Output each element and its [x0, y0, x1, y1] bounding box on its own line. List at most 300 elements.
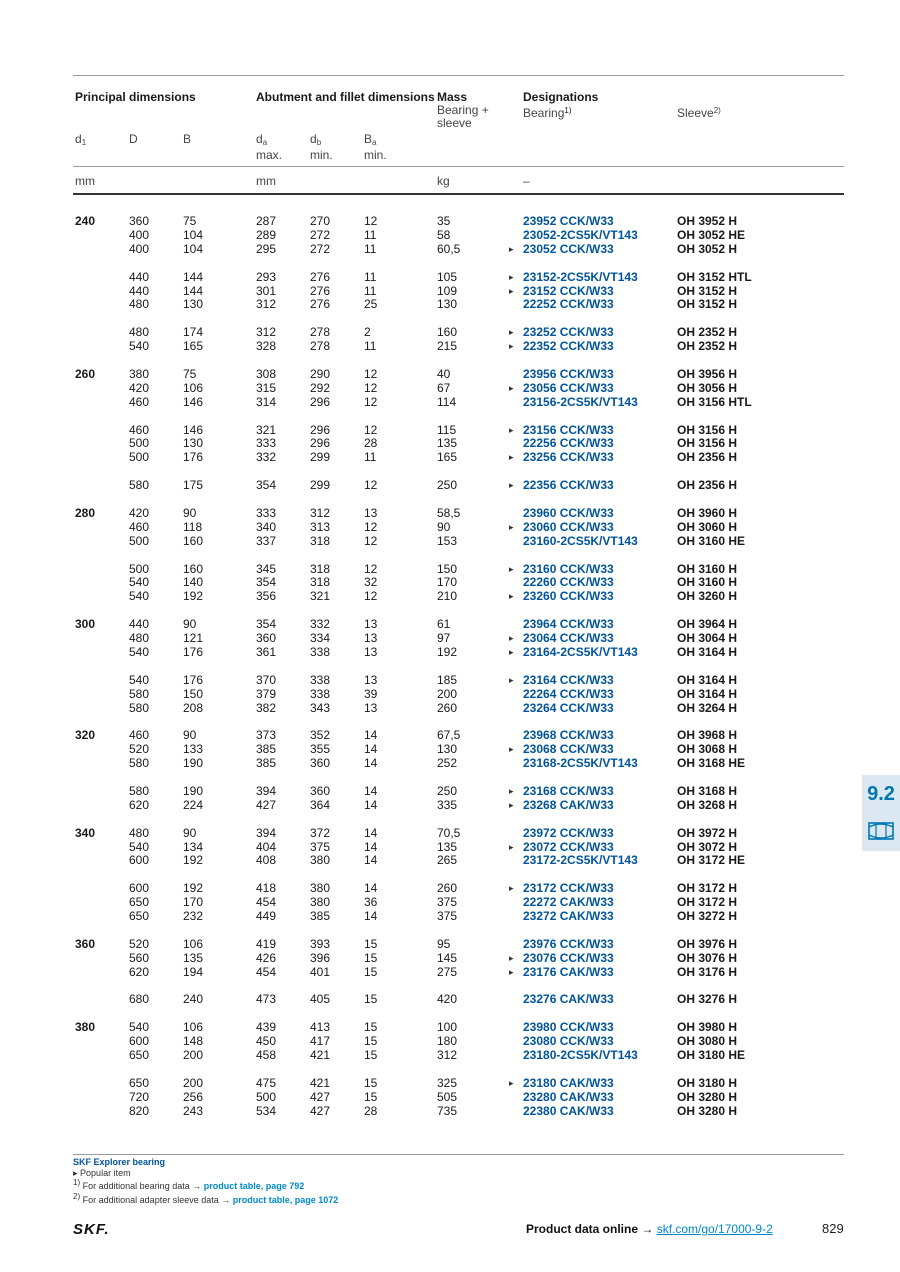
- row-B: 144: [183, 269, 204, 284]
- row-sleeve: OH 3960 H: [677, 505, 738, 520]
- row-mass: 153: [437, 533, 458, 548]
- row-bearing[interactable]: 23172-2CS5K/VT143: [523, 853, 638, 868]
- row-da: 314: [256, 394, 277, 409]
- row-da: 426: [256, 950, 277, 965]
- popular-marker-icon: ▸: [509, 633, 514, 643]
- row-D: 440: [129, 269, 150, 284]
- row-bearing[interactable]: 23156-2CS5K/VT143: [523, 394, 638, 409]
- row-bearing[interactable]: 23256 CCK/W33: [523, 450, 614, 465]
- row-bearing[interactable]: 23168 CCK/W33: [523, 783, 614, 798]
- row-mass: 215: [437, 339, 458, 354]
- row-sleeve: OH 3180 H: [677, 1075, 738, 1090]
- row-da: 293: [256, 269, 277, 284]
- row-d1: 280: [75, 505, 96, 520]
- row-D: 520: [129, 742, 150, 757]
- header-designations: Designations Bearing$^{1)}$: [523, 90, 599, 120]
- row-sleeve: OH 3272 H: [677, 909, 738, 923]
- popular-marker-icon: ▸: [509, 285, 514, 296]
- row-B: 148: [183, 1034, 204, 1049]
- row-db: 318: [310, 533, 331, 548]
- row-da: 340: [256, 519, 277, 534]
- row-Ba: 12: [364, 394, 378, 409]
- row-db: 338: [310, 672, 331, 687]
- row-bearing[interactable]: 23152-2CS5K/VT143: [523, 269, 638, 284]
- row-d1: 380: [75, 1020, 96, 1035]
- row-db: 332: [310, 617, 331, 632]
- row-Ba: 2: [364, 325, 371, 340]
- row-sleeve: OH 2356 H: [677, 450, 738, 465]
- row-Ba: 14: [364, 797, 378, 812]
- row-bearing[interactable]: 23168-2CS5K/VT143: [523, 756, 638, 771]
- row-db: 396: [310, 950, 331, 965]
- col-D: D: [129, 132, 138, 146]
- header-bottom-rule: [73, 193, 844, 195]
- row-mass: 252: [437, 756, 458, 771]
- skf-logo: SKF.: [73, 1221, 110, 1238]
- row-Ba: 28: [364, 1103, 378, 1118]
- row-bearing[interactable]: 23280 CAK/W33: [523, 1089, 614, 1104]
- row-bearing[interactable]: 23260 CCK/W33: [523, 589, 614, 604]
- row-bearing[interactable]: 23972 CCK/W33: [523, 825, 614, 840]
- row-mass: 67,5: [437, 728, 461, 743]
- row-B: 194: [183, 964, 204, 979]
- row-B: 90: [183, 728, 197, 743]
- row-bearing[interactable]: 23068 CCK/W33: [523, 742, 614, 757]
- row-sleeve: OH 3980 H: [677, 1020, 738, 1035]
- row-db: 338: [310, 686, 331, 701]
- row-B: 176: [183, 450, 204, 465]
- row-bearing[interactable]: 23252 CCK/W33: [523, 325, 614, 340]
- table-bottom-rule: [73, 1154, 844, 1155]
- row-bearing[interactable]: 23968 CCK/W33: [523, 728, 614, 743]
- row-db: 364: [310, 797, 331, 812]
- row-B: 170: [183, 895, 204, 910]
- row-db: 385: [310, 909, 331, 923]
- row-d1: 260: [75, 366, 96, 381]
- row-bearing[interactable]: 22260 CCK/W33: [523, 575, 614, 590]
- row-sleeve: OH 3156 HTL: [677, 394, 752, 409]
- row-B: 75: [183, 214, 197, 228]
- row-db: 393: [310, 936, 331, 951]
- row-da: 308: [256, 366, 277, 381]
- row-db: 427: [310, 1089, 331, 1104]
- row-da: 289: [256, 227, 277, 242]
- row-B: 135: [183, 950, 204, 965]
- row-D: 580: [129, 700, 150, 715]
- row-db: 417: [310, 1034, 331, 1049]
- row-bearing[interactable]: 23080 CCK/W33: [523, 1034, 614, 1049]
- row-bearing[interactable]: 23064 CCK/W33: [523, 631, 614, 645]
- row-D: 500: [129, 533, 150, 548]
- row-B: 200: [183, 1048, 204, 1062]
- row-B: 160: [183, 561, 204, 576]
- row-db: 299: [310, 450, 331, 465]
- row-sleeve: OH 3260 H: [677, 589, 738, 604]
- row-B: 106: [183, 380, 204, 395]
- row-mass: 265: [437, 853, 458, 868]
- popular-marker-icon: ▸: [509, 382, 514, 393]
- row-sleeve: OH 3180 HE: [677, 1048, 746, 1062]
- online-link[interactable]: skf.com/go/17000-9-2: [656, 1222, 773, 1236]
- row-mass: 210: [437, 589, 458, 604]
- row-da: 315: [256, 380, 277, 395]
- row-B: 130: [183, 436, 204, 451]
- row-B: 160: [183, 533, 204, 548]
- row-sleeve: OH 3956 H: [677, 366, 738, 381]
- row-D: 400: [129, 241, 150, 256]
- row-sleeve: OH 3080 H: [677, 1034, 738, 1049]
- row-B: 240: [183, 992, 204, 1007]
- row-Ba: 12: [364, 214, 378, 228]
- row-sleeve: OH 2356 H: [677, 478, 738, 493]
- row-B: 90: [183, 617, 197, 632]
- row-sleeve: OH 3160 H: [677, 561, 738, 576]
- row-bearing[interactable]: 23164-2CS5K/VT143: [523, 644, 638, 659]
- row-D: 460: [129, 519, 150, 534]
- row-B: 104: [183, 227, 204, 242]
- row-da: 419: [256, 936, 277, 951]
- popular-marker-icon: ▸: [509, 952, 514, 963]
- row-bearing[interactable]: 23152 CCK/W33: [523, 283, 614, 298]
- popular-marker-icon: ▸: [509, 480, 514, 491]
- row-db: 401: [310, 964, 331, 979]
- row-d1: 320: [75, 728, 96, 743]
- row-bearing[interactable]: 23180-2CS5K/VT143: [523, 1048, 638, 1062]
- row-bearing[interactable]: 23276 CAK/W33: [523, 992, 614, 1007]
- row-sleeve: OH 3152 HTL: [677, 269, 752, 284]
- row-db: 372: [310, 825, 331, 840]
- row-da: 394: [256, 783, 277, 798]
- row-da: 385: [256, 742, 277, 757]
- row-da: 312: [256, 325, 277, 340]
- row-D: 540: [129, 575, 150, 590]
- row-Ba: 14: [364, 909, 378, 923]
- popular-marker-icon: ▸: [509, 646, 514, 657]
- unit-dash: –: [523, 174, 530, 188]
- row-D: 600: [129, 1034, 150, 1049]
- row-sleeve: OH 3976 H: [677, 936, 738, 951]
- row-mass: 58: [437, 227, 451, 242]
- row-B: 192: [183, 881, 204, 896]
- row-B: 140: [183, 575, 204, 590]
- row-D: 440: [129, 617, 150, 632]
- footnote-2: 2) For additional adapter sleeve data → product table, page 1072: [73, 1191, 339, 1205]
- header-mass: Mass Bearing + sleeve: [437, 90, 489, 130]
- row-sleeve: OH 3172 H: [677, 895, 738, 910]
- row-B: 75: [183, 366, 197, 381]
- row-db: 318: [310, 561, 331, 576]
- popular-note: ▸ Popular item: [73, 1167, 131, 1178]
- row-D: 540: [129, 672, 150, 687]
- row-db: 338: [310, 644, 331, 659]
- row-da: 454: [256, 964, 277, 979]
- row-Ba: 14: [364, 728, 378, 743]
- row-mass: 260: [437, 881, 458, 896]
- row-D: 520: [129, 936, 150, 951]
- row-sleeve: OH 3052 H: [677, 241, 738, 256]
- row-Ba: 25: [364, 297, 378, 312]
- row-B: 150: [183, 686, 204, 701]
- row-bearing[interactable]: 22264 CCK/W33: [523, 686, 614, 701]
- row-B: 174: [183, 325, 204, 340]
- row-db: 296: [310, 422, 331, 437]
- row-mass: 114: [437, 394, 457, 409]
- row-sleeve: OH 3176 H: [677, 964, 738, 979]
- row-B: 118: [183, 519, 203, 534]
- row-bearing[interactable]: 23164 CCK/W33: [523, 672, 614, 687]
- row-bearing[interactable]: 23952 CCK/W33: [523, 214, 614, 228]
- row-D: 600: [129, 881, 150, 896]
- row-db: 318: [310, 575, 331, 590]
- row-bearing[interactable]: 23156 CCK/W33: [523, 422, 614, 437]
- row-db: 380: [310, 881, 331, 896]
- top-rule: [73, 75, 844, 76]
- row-B: 175: [183, 478, 204, 493]
- row-D: 680: [129, 992, 150, 1007]
- row-d1: 360: [75, 936, 96, 951]
- row-Ba: 12: [364, 366, 378, 381]
- row-db: 272: [310, 241, 331, 256]
- row-bearing[interactable]: 23272 CAK/W33: [523, 909, 614, 923]
- header-principal: Principal dimensions: [75, 90, 196, 104]
- popular-marker-icon: ▸: [509, 799, 514, 810]
- row-Ba: 12: [364, 380, 378, 395]
- row-sleeve: OH 3168 H: [677, 783, 738, 798]
- popular-marker-icon: ▸: [509, 674, 514, 685]
- row-bearing[interactable]: 23172 CCK/W33: [523, 881, 614, 896]
- row-bearing[interactable]: 23264 CCK/W33: [523, 700, 614, 715]
- row-Ba: 14: [364, 742, 378, 757]
- row-db: 313: [310, 519, 331, 534]
- row-mass: 100: [437, 1020, 458, 1035]
- row-D: 580: [129, 756, 150, 771]
- row-db: 276: [310, 297, 331, 312]
- row-mass: 135: [437, 839, 458, 854]
- row-bearing[interactable]: 22252 CCK/W33: [523, 297, 614, 312]
- row-B: 106: [183, 1020, 204, 1035]
- row-bearing[interactable]: 22352 CCK/W33: [523, 339, 614, 354]
- footnote-2-link[interactable]: product table, page 1072: [232, 1194, 339, 1205]
- row-sleeve: OH 3172 HE: [677, 853, 746, 868]
- row-mass: 200: [437, 686, 458, 701]
- footnote-1-link[interactable]: product table, page 792: [203, 1181, 305, 1191]
- popular-marker-icon: ▸: [509, 327, 514, 338]
- row-B: 256: [183, 1089, 204, 1104]
- row-sleeve: OH 2352 H: [677, 339, 738, 354]
- row-db: 360: [310, 756, 331, 771]
- row-bearing[interactable]: 23076 CCK/W33: [523, 950, 614, 965]
- row-mass: 192: [437, 644, 458, 659]
- row-da: 360: [256, 631, 277, 645]
- row-bearing[interactable]: 22256 CCK/W33: [523, 436, 614, 451]
- popular-marker-icon: ▸: [509, 744, 514, 755]
- popular-marker-icon: ▸: [509, 841, 514, 852]
- row-B: 190: [183, 756, 204, 771]
- popular-marker-icon: ▸: [509, 341, 514, 352]
- row-da: 295: [256, 241, 277, 256]
- row-bearing[interactable]: 22380 CAK/W33: [523, 1103, 614, 1118]
- row-da: 361: [256, 644, 277, 659]
- row-bearing[interactable]: 23960 CCK/W33: [523, 505, 614, 520]
- row-D: 480: [129, 825, 150, 840]
- row-mass: 97: [437, 631, 451, 645]
- row-Ba: 14: [364, 783, 378, 798]
- row-D: 460: [129, 394, 150, 409]
- popular-marker-icon: ▸: [509, 563, 514, 574]
- row-da: 475: [256, 1075, 277, 1090]
- row-Ba: 15: [364, 1048, 378, 1062]
- row-da: 439: [256, 1020, 277, 1035]
- row-da: 394: [256, 825, 277, 840]
- row-Ba: 15: [364, 1089, 378, 1104]
- row-Ba: 13: [364, 505, 378, 520]
- row-bearing[interactable]: 23180 CAK/W33: [523, 1075, 614, 1090]
- col-d1: $d_1$: [75, 132, 87, 147]
- row-D: 650: [129, 1075, 150, 1090]
- row-bearing[interactable]: 23052 CCK/W33: [523, 241, 614, 256]
- row-mass: 61: [437, 617, 451, 632]
- row-da: 287: [256, 214, 277, 228]
- row-mass: 115: [437, 422, 457, 437]
- row-Ba: 13: [364, 644, 378, 659]
- row-bearing[interactable]: 23056 CCK/W33: [523, 380, 614, 395]
- row-Ba: 15: [364, 992, 378, 1007]
- row-mass: 35: [437, 214, 451, 228]
- row-bearing[interactable]: 23976 CCK/W33: [523, 936, 614, 951]
- row-db: 299: [310, 478, 331, 493]
- row-db: 292: [310, 380, 331, 395]
- row-sleeve: OH 3060 H: [677, 519, 738, 534]
- row-db: 360: [310, 783, 331, 798]
- row-B: 243: [183, 1103, 204, 1118]
- row-bearing[interactable]: 23268 CAK/W33: [523, 797, 614, 812]
- section-number: 9.2: [867, 783, 895, 805]
- row-D: 650: [129, 1048, 150, 1062]
- row-D: 540: [129, 589, 150, 604]
- row-sleeve: OH 3276 H: [677, 992, 738, 1007]
- row-db: 421: [310, 1048, 331, 1062]
- row-B: 90: [183, 825, 197, 840]
- row-da: 333: [256, 436, 277, 451]
- row-D: 420: [129, 380, 150, 395]
- row-bearing[interactable]: 23160 CCK/W33: [523, 561, 614, 576]
- unit-mm-abutment: mm: [256, 174, 276, 188]
- row-D: 460: [129, 422, 150, 437]
- row-Ba: 39: [364, 686, 378, 701]
- row-bearing[interactable]: 23176 CAK/W33: [523, 964, 614, 979]
- row-D: 540: [129, 339, 150, 354]
- row-D: 560: [129, 950, 150, 965]
- row-mass: 90: [437, 519, 451, 534]
- row-B: 134: [183, 839, 204, 854]
- row-Ba: 11: [364, 241, 377, 256]
- row-da: 408: [256, 853, 277, 868]
- row-da: 500: [256, 1089, 277, 1104]
- col-db: $d_b$ min.: [310, 132, 333, 162]
- row-D: 720: [129, 1089, 150, 1104]
- row-db: 276: [310, 269, 331, 284]
- row-db: 421: [310, 1075, 331, 1090]
- row-sleeve: OH 3156 H: [677, 436, 738, 451]
- row-da: 449: [256, 909, 277, 923]
- row-B: 200: [183, 1075, 204, 1090]
- popular-marker-icon: ▸: [509, 243, 514, 254]
- row-da: 345: [256, 561, 277, 576]
- row-mass: 135: [437, 436, 458, 451]
- row-mass: 130: [437, 742, 458, 757]
- row-da: 354: [256, 478, 277, 493]
- row-bearing[interactable]: 23964 CCK/W33: [523, 617, 614, 632]
- row-mass: 70,5: [437, 825, 461, 840]
- row-bearing[interactable]: 22272 CAK/W33: [523, 895, 614, 910]
- unit-mm-principal: mm: [75, 174, 95, 188]
- popular-marker-icon: ▸: [509, 966, 514, 977]
- row-sleeve: OH 3172 H: [677, 881, 738, 896]
- row-sleeve: OH 3280 H: [677, 1089, 738, 1104]
- product-data-online: Product data online → skf.com/go/17000-9-2: [526, 1222, 773, 1236]
- row-db: 321: [310, 589, 331, 604]
- row-sleeve: OH 3952 H: [677, 214, 738, 228]
- row-sleeve: OH 3164 H: [677, 644, 738, 659]
- row-mass: 250: [437, 478, 458, 493]
- col-da: $d_a$ max.: [256, 132, 283, 162]
- row-Ba: 11: [364, 227, 377, 242]
- row-B: 146: [183, 422, 204, 437]
- row-mass: 40: [437, 366, 451, 381]
- row-mass: 180: [437, 1034, 458, 1049]
- popular-marker-icon: ▸: [509, 883, 514, 894]
- row-bearing[interactable]: 23052-2CS5K/VT143: [523, 227, 638, 242]
- row-bearing[interactable]: 23060 CCK/W33: [523, 519, 614, 534]
- row-Ba: 14: [364, 839, 378, 854]
- row-mass: 60,5: [437, 241, 461, 256]
- row-mass: 130: [437, 297, 458, 312]
- row-D: 650: [129, 895, 150, 910]
- row-Ba: 11: [364, 339, 377, 354]
- row-B: 130: [183, 297, 204, 312]
- row-Ba: 11: [364, 283, 377, 298]
- row-sleeve: OH 3160 HE: [677, 533, 746, 548]
- row-mass: 375: [437, 895, 458, 910]
- row-Ba: 15: [364, 1020, 378, 1035]
- row-mass: 420: [437, 992, 458, 1007]
- row-bearing[interactable]: 22356 CCK/W33: [523, 478, 614, 493]
- row-da: 450: [256, 1034, 277, 1049]
- row-Ba: 14: [364, 825, 378, 840]
- row-sleeve: OH 3268 H: [677, 797, 738, 812]
- row-bearing[interactable]: 23072 CCK/W33: [523, 839, 614, 854]
- row-bearing[interactable]: 23956 CCK/W33: [523, 366, 614, 381]
- row-Ba: 15: [364, 950, 378, 965]
- row-bearing[interactable]: 23980 CCK/W33: [523, 1020, 614, 1035]
- popular-marker-icon: ▸: [509, 1077, 514, 1088]
- row-B: 133: [183, 742, 204, 757]
- row-sleeve: OH 3972 H: [677, 825, 738, 840]
- row-D: 650: [129, 909, 150, 923]
- row-B: 224: [183, 797, 204, 812]
- row-d1: 240: [75, 214, 96, 228]
- row-da: 379: [256, 686, 277, 701]
- row-da: 385: [256, 756, 277, 771]
- row-da: 328: [256, 339, 277, 354]
- row-d1: 300: [75, 617, 96, 632]
- section-tab[interactable]: [862, 775, 900, 851]
- row-Ba: 36: [364, 895, 378, 910]
- row-db: 290: [310, 366, 331, 381]
- row-bearing[interactable]: 23160-2CS5K/VT143: [523, 533, 638, 548]
- row-mass: 375: [437, 909, 458, 923]
- row-db: 312: [310, 505, 331, 520]
